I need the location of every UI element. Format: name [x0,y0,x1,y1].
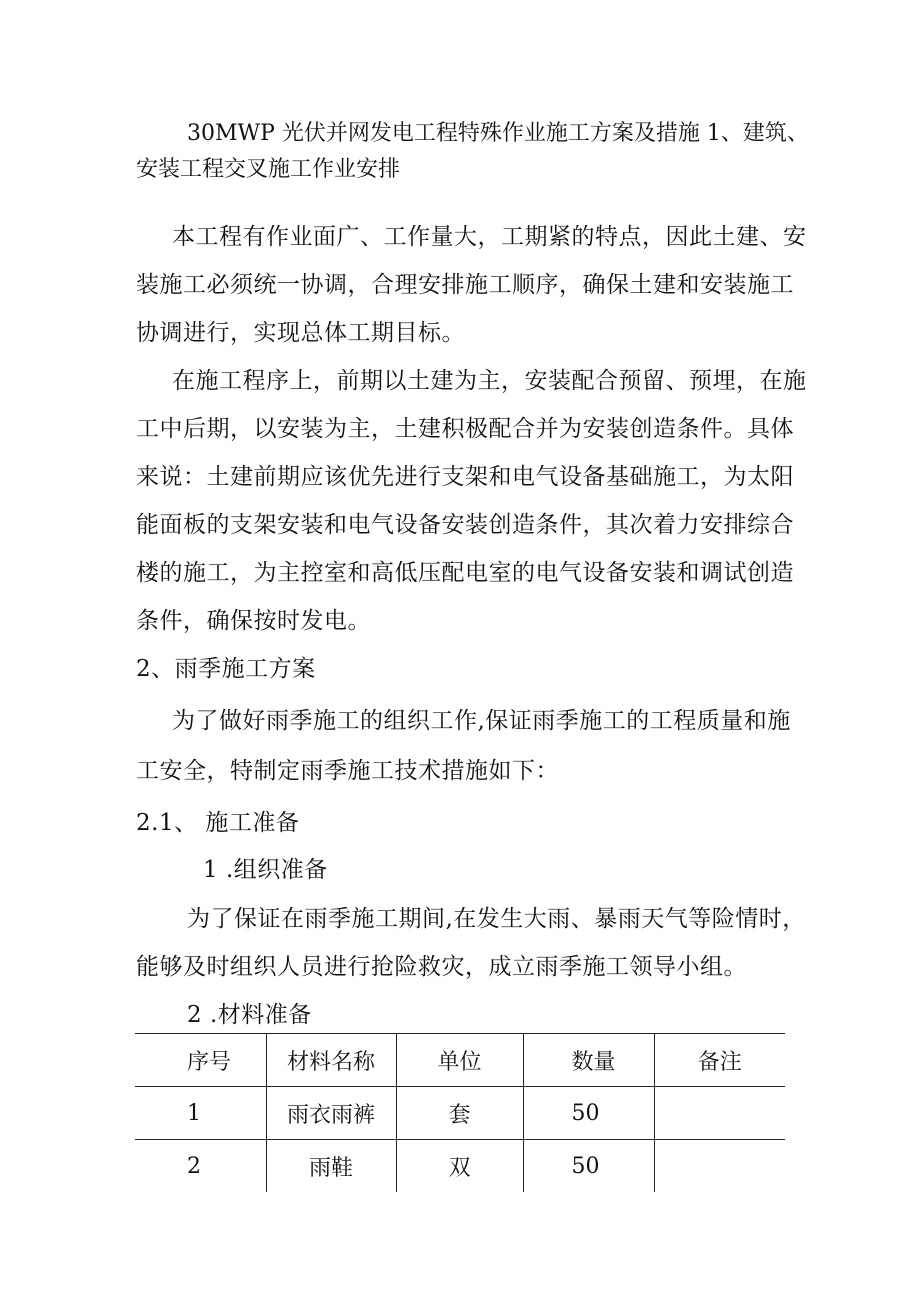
subsection-1-heading: 1 .组织准备 [203,857,328,883]
cell-index: 1 [135,1087,266,1140]
header-cell-quantity: 数量 [523,1034,654,1087]
paragraph-1-line-2: 装施工必须统一协调，合理安排施工顺序，确保土建和安装施工 [136,272,794,298]
table-row [135,1140,785,1193]
paragraph-2-line-6: 条件，确保按时发电。 [136,608,371,634]
cell-material-name: 雨鞋 [266,1140,396,1193]
paragraph-3-line-1: 为了做好雨季施工的组织工作,保证雨季施工的工程质量和施 [172,708,791,734]
section-2-heading: 2、雨季施工方案 [136,656,316,682]
paragraph-4-line-2: 能够及时组织人员进行抢险救灾，成立雨季施工领导小组。 [136,954,747,980]
cell-index: 2 [187,1153,201,1179]
header-cell-remarks: 备注 [654,1034,785,1087]
paragraph-1-line-1: 本工程有作业面广、工作量大，工期紧的特点，因此土建、安 [172,224,807,250]
header-cell-material-name: 材料名称 [266,1034,396,1087]
cell-unit: 套 [396,1087,523,1140]
paragraph-2-line-3: 来说：土建前期应该优先进行支架和电气设备基础施工，为太阳 [136,464,794,490]
cell-remarks [654,1087,785,1140]
cell-quantity: 50 [523,1140,654,1193]
cell-remarks [654,1140,785,1193]
paragraph-2-line-5: 楼的施工，为主控室和高低压配电室的电气设备安装和调试创造 [136,560,794,586]
cell-unit: 双 [396,1140,523,1193]
table-header-row [135,1034,785,1087]
cell-material-name: 雨衣雨裤 [266,1087,396,1140]
table-row [135,1087,785,1140]
paragraph-2-line-1: 在施工程序上，前期以土建为主，安装配合预留、预埋，在施 [172,368,807,394]
paragraph-4-line-1: 为了保证在雨季施工期间,在发生大雨、暴雨天气等险情时， [187,906,806,932]
paragraph-2-line-4: 能面板的支架安装和电气设备安装创造条件，其次着力安排综合 [136,512,794,538]
section-2-1-heading: 2.1、 施工准备 [136,810,300,836]
paragraph-2-line-2: 工中后期，以安装为主，土建积极配合并为安装创造条件。具体 [136,416,794,442]
materials-table [135,1033,785,1192]
header-cell-unit: 单位 [396,1034,523,1087]
paragraph-1-line-3: 协调进行，实现总体工期目标。 [136,320,465,346]
subsection-2-heading: 2 .材料准备 [187,1002,312,1028]
cell-quantity: 50 [523,1087,654,1140]
document-title-line-2: 安装工程交叉施工作业安排 [136,157,401,182]
document-title-line-1: 30MWP 光伏并网发电工程特殊作业施工方案及措施 1、建筑、 [187,121,809,146]
header-cell-index: 序号 [135,1034,266,1087]
paragraph-3-line-2: 工安全，特制定雨季施工技术措施如下： [136,758,559,784]
